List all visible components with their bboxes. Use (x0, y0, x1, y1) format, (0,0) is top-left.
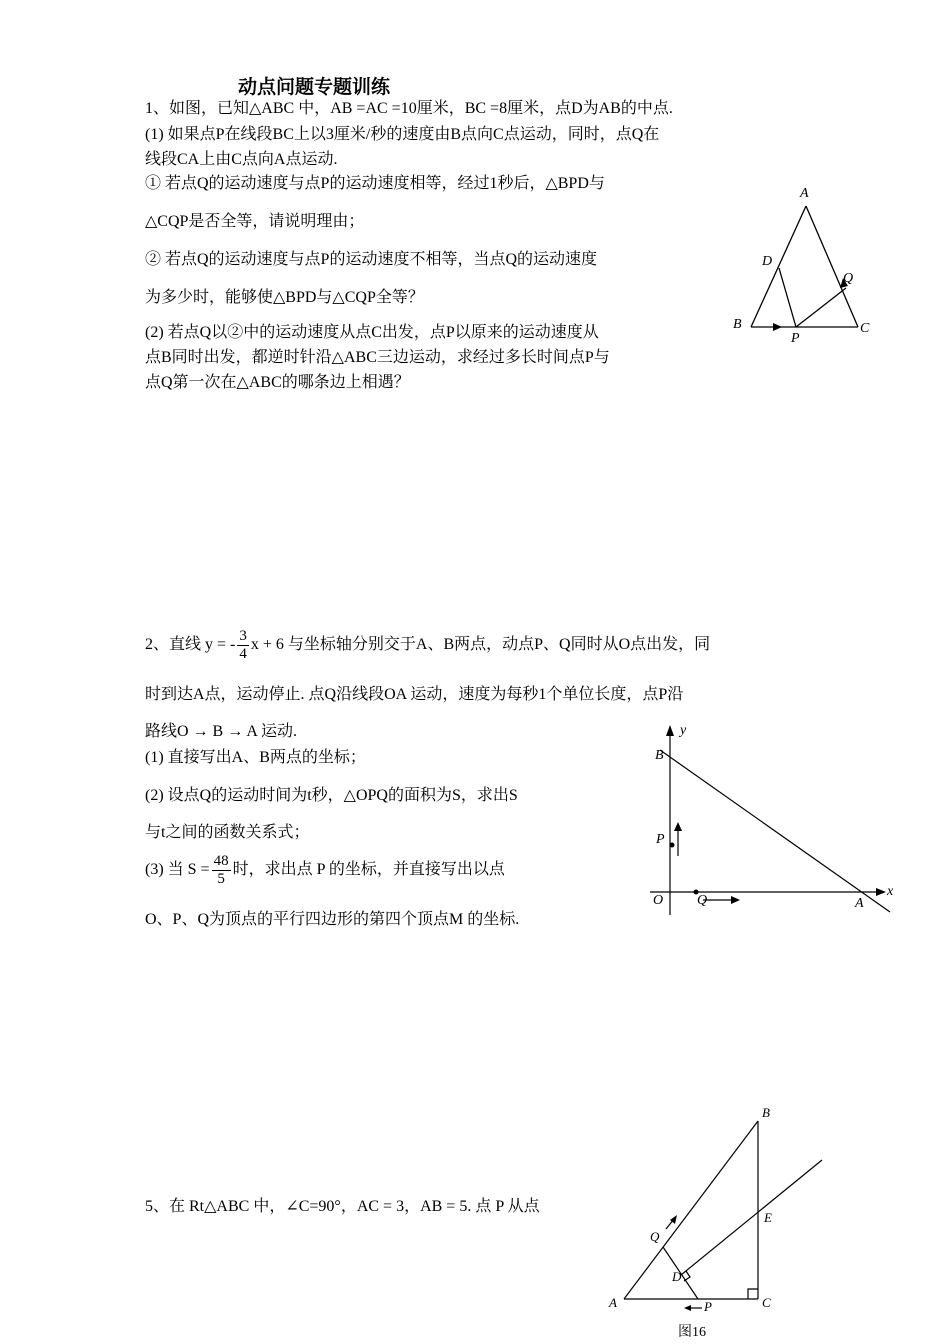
segment-de (681, 1160, 822, 1275)
problem-1-line-10: 点Q第一次在△ABC的哪条边上相遇？ (145, 374, 410, 391)
label-b: B (762, 1105, 770, 1120)
label-a: A (609, 1295, 617, 1310)
problem-2-line-8: O、P、Q为顶点的平行四边形的第四个顶点M 的坐标. (145, 911, 520, 928)
label-o: O (653, 893, 664, 908)
label-q: Q (697, 893, 708, 908)
problem-1-line-1: 1、如图，已知△ABC 中，AB =AC =10厘米，BC =8厘米，点D为AB的中点. (145, 100, 673, 117)
label-e: E (764, 1210, 772, 1225)
arrow-p-icon (684, 1305, 691, 1311)
problem-2-line-1-post: x + 6 与坐标轴分别交于A、B两点，动点P、Q同时从O点出发，同 (250, 636, 711, 653)
label-q: Q (843, 271, 854, 286)
problem-2-line-2: 时到达A点，运动停止. 点Q沿线段OA 运动，速度为每秒1个单位长度，点P沿 (145, 686, 684, 703)
problem-2-line-4: (1) 直接写出A、B两点的坐标； (145, 749, 366, 766)
problem-2-line-7-post: 时，求出点 P 的坐标，并直接写出以点 (232, 861, 505, 878)
problem-2-line-7-pre: (3) 当 S = (145, 861, 210, 878)
fraction-denominator: 5 (217, 870, 225, 887)
problem-2-line-5: (2) 设点Q的运动时间为t秒，△OPQ的面积为S，求出S (145, 787, 518, 804)
problem-1-line-3: 线段CA上由C点向A点运动. (145, 151, 338, 168)
label-p: P (791, 331, 800, 346)
label-c: C (762, 1295, 771, 1310)
problem-1-line-4: ① 若点Q的运动速度与点P的运动速度相等，经过1秒后，△BPD与 (145, 175, 605, 192)
problem-2-line-6: 与t之间的函数关系式； (145, 824, 310, 841)
problem-1-line-7: 为多少时，能够使△BPD与△CQP全等？ (145, 289, 424, 306)
label-d: D (672, 1269, 682, 1284)
label-c: C (860, 321, 870, 336)
problem-1-line-2: (1) 如果点P在线段BC上以3厘米/秒的速度由B点向C点运动，同时，点Q在 (145, 126, 660, 143)
problem-5-line-1: 5、在 Rt△ABC 中，∠C=90°，AC = 3，AB = 5. 点 P 从点 (145, 1198, 540, 1215)
problem-2-line-1-pre: 2、直线 y = - (145, 636, 236, 653)
figure-caption: 图16 (678, 1325, 706, 1340)
label-b: B (655, 748, 664, 763)
label-a: A (800, 186, 809, 201)
fraction-numerator: 3 (239, 627, 247, 644)
label-y: y (680, 723, 687, 738)
fraction-denominator: 4 (239, 645, 247, 662)
label-p: P (656, 832, 665, 847)
problem-2-line-3: 路线O → B → A 运动. (145, 723, 298, 740)
problem-1-line-9: 点B同时出发，都逆时针沿△ABC三边运动，求经过多长时间点P与 (145, 349, 610, 366)
segment-ab (624, 1121, 758, 1299)
problem-1-line-5: △CQP是否全等，请说明理由； (145, 213, 365, 230)
page-title: 动点问题专题训练 (238, 76, 391, 98)
right-angle-c (748, 1289, 758, 1299)
label-b: B (733, 317, 742, 332)
fraction-numerator: 48 (213, 852, 229, 869)
problem-1-line-8: (2) 若点Q以②中的运动速度从点C出发，点P以原来的运动速度从 (145, 324, 599, 341)
label-p: P (704, 1299, 712, 1314)
label-a: A (855, 896, 864, 911)
label-x: x (887, 884, 894, 899)
label-d: D (762, 254, 773, 269)
problem-1-line-6: ② 若点Q的运动速度与点P的运动速度不相等，当点Q的运动速度 (145, 251, 598, 268)
label-q: Q (650, 1229, 660, 1244)
